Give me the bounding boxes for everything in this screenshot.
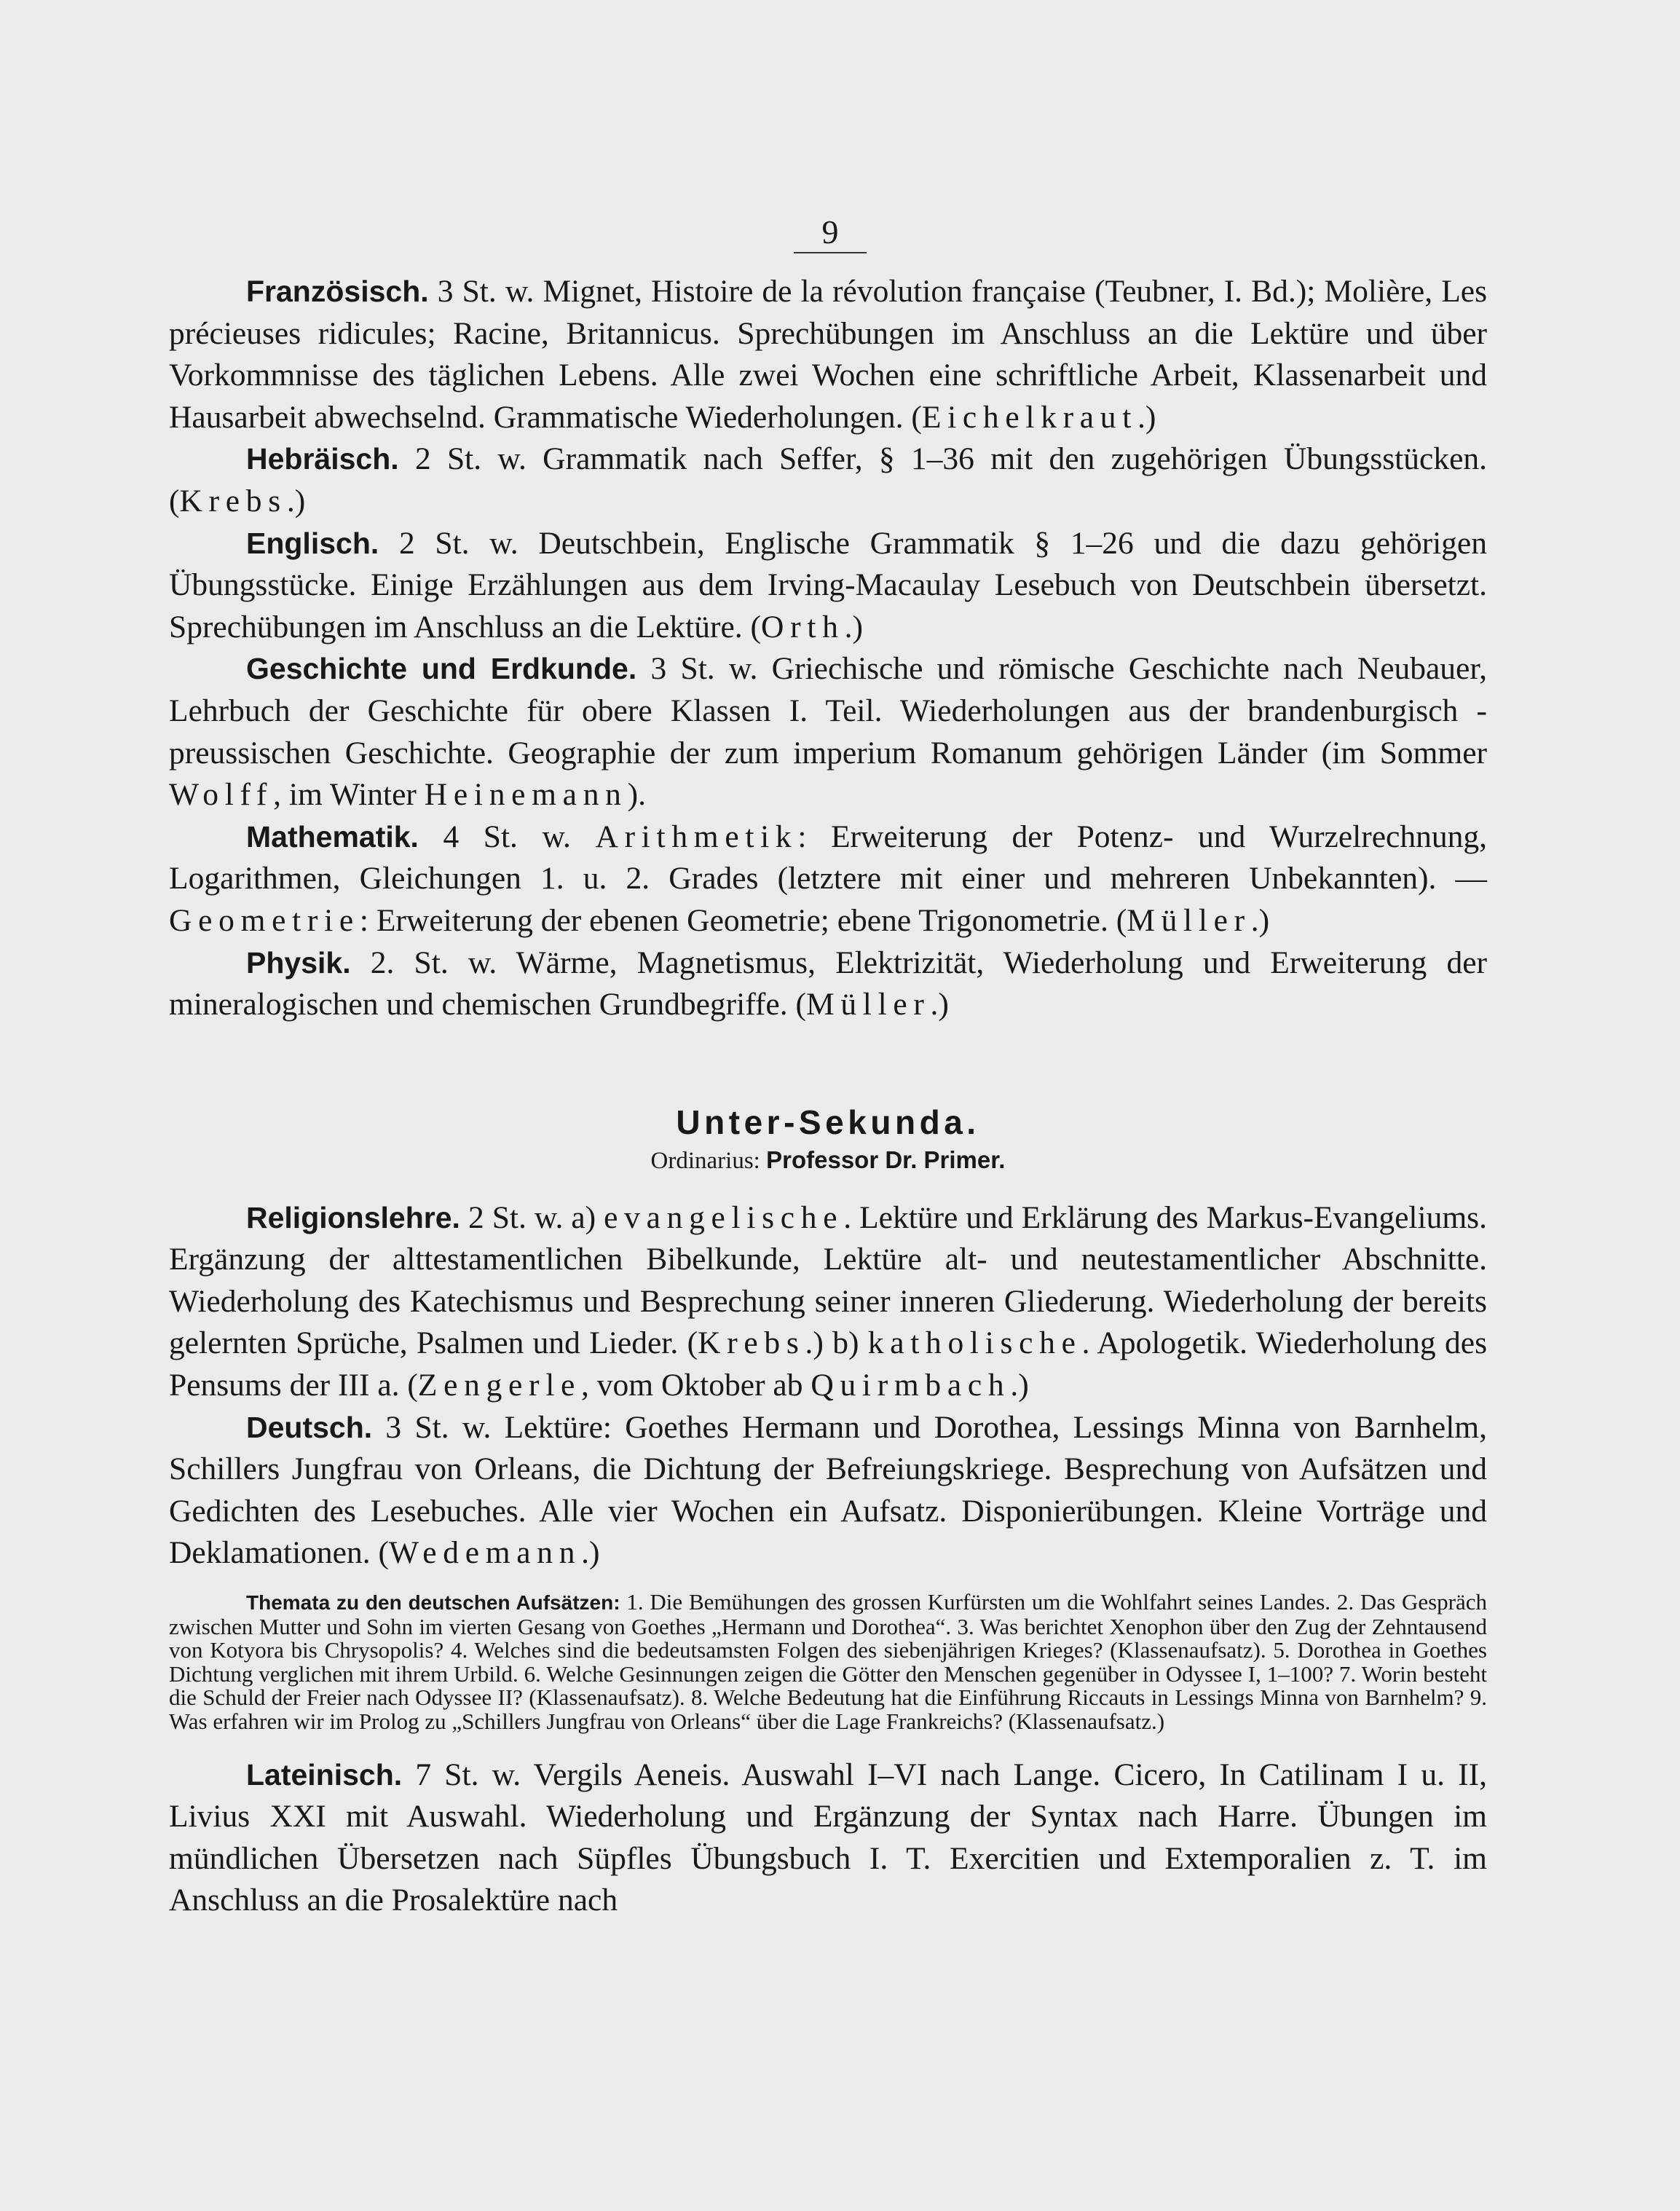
paragraph-text: .) <box>1250 902 1270 938</box>
spaced-name: Wolff <box>169 777 274 813</box>
subject-paragraph <box>169 816 1487 942</box>
paragraph-text: .) <box>1137 399 1156 435</box>
spaced-name: Krebs <box>698 1325 805 1361</box>
paragraph-text: , im Winter <box>273 777 425 813</box>
subject-heading: Religionslehre. <box>246 1200 460 1234</box>
paragraphs-top <box>169 271 1487 1026</box>
ordinarius-label: Ordinarius: <box>650 1147 760 1174</box>
subject-paragraph <box>169 523 1487 649</box>
ordinarius-name: Professor Dr. Primer. <box>766 1146 1006 1173</box>
subject-heading: Deutsch. <box>246 1410 373 1444</box>
paragraph-text: 2 St. w. Grammatik nach Seffer, § 1–36 mit den zugehörigen Übungsstücken. ( <box>169 441 1487 519</box>
ordinarius-line <box>169 1144 1487 1177</box>
spaced-name: Heinemann <box>424 777 628 813</box>
paragraph-text: 3 St. w. Lektüre: Goethes Hermann und Dorothea, Lessings Minna von Barnhelm, Schillers Jungfrau von Orleans, die Dichtung der Befreiungskriege. Besprechung von Aufsätzen und Gedichten des Lesebuches. Alle vier Wochen ein Aufsatz. Disponierübungen. Kleine Vorträge und Deklamationen. ( <box>169 1409 1487 1571</box>
paragraph-text: 2 St. w. a) <box>460 1199 604 1235</box>
paragraph-text: . Apologetik. Wiederholung des Pensums der III a. ( <box>169 1325 1487 1403</box>
subject-paragraph <box>169 942 1487 1026</box>
paragraphs-bottom <box>169 1754 1487 1922</box>
subject-paragraph <box>169 1197 1487 1407</box>
paragraph-text: 2. St. w. Wärme, Magnetismus, Elektrizität, Wiederholung und Erweiterung der mineralogischen und chemischen Grundbegriffe. ( <box>169 945 1487 1022</box>
spaced-name: Arithmetik <box>595 819 798 854</box>
spaced-name: Müller <box>805 987 931 1022</box>
subject-heading: Französisch. <box>246 275 429 308</box>
paragraph-text: .) <box>1010 1368 1029 1403</box>
spaced-name: Zengerle <box>417 1368 582 1403</box>
paragraph-text: . Lektüre und Erklärung des Markus-Evangeliums. Ergänzung der alttestamentlichen Bibelkunde, Lektüre alt- und neutestamentlicher Abschnitte. Wiederholung des Katechismus und Besprechung seiner inneren Gliederung. Wiederholung der bereits gelernten Sprüche, Psalmen und Lieder. ( <box>169 1199 1487 1361</box>
paragraph-text: : Erweiterung der ebenen Geometrie; ebene Trigonometrie. ( <box>359 902 1127 938</box>
section-title: Unter-Sekunda. <box>676 1103 980 1141</box>
paragraph-text: .) <box>581 1535 600 1571</box>
spaced-name: Wedemann <box>388 1535 582 1571</box>
subject-heading: Physik. <box>246 945 351 980</box>
subject-paragraph <box>169 1407 1487 1574</box>
paragraph-text: : Erweiterung der Potenz- und Wurzelrechnung, Logarithmen, Gleichungen 1. u. 2. Grades (letztere mit einer und mehreren Unbekannten). — <box>169 819 1487 896</box>
subject-heading: Hebräisch. <box>246 442 399 476</box>
body-text <box>169 271 1487 1922</box>
paragraph-text: 2 St. w. Deutschbein, Englische Grammatik § 1–26 und die dazu gehörigen Übungsstücke. Einige Erzählungen aus dem Irving-Macaulay Lesebuch von Deutschbein übersetzt. Sprechübungen im Anschluss an die Lektüre. ( <box>169 525 1487 645</box>
paragraph-text: .) <box>930 987 949 1022</box>
paragraphs-mid <box>169 1197 1487 1574</box>
paragraph-text: , vom Oktober ab <box>581 1368 811 1403</box>
paragraph-text: 3 St. w. Mignet, Histoire de la révolution française (Teubner, I. Bd.); Molière, Les précieuses ridicules; Racine, Britannicus. Sprechübungen im Anschluss an die Lektüre und über Vorkommnisse des täglichen Lebens. Alle zwei Wochen eine schriftliche Arbeit, Klassenarbeit und Hausarbeit abwechselnd. Grammatische Wiederholungen. ( <box>169 274 1487 435</box>
spaced-name: Geometrie <box>169 902 360 938</box>
paragraph-text: ). <box>627 777 646 813</box>
subject-heading: Englisch. <box>246 526 379 560</box>
essay-topics-note <box>169 1591 1487 1734</box>
subject-heading: Geschichte und Erdkunde. <box>246 652 637 686</box>
spaced-name: katholische <box>867 1325 1082 1361</box>
paragraph-text: 3 St. w. Griechische und römische Geschichte nach Neubauer, Lehrbuch der Geschichte für obere Klassen I. Teil. Wiederholungen aus der brandenburgisch - preussischen Geschichte. Geographie der zum imperium Romanum gehörigen Länder (im Sommer <box>169 651 1487 770</box>
subject-heading: Lateinisch. <box>246 1757 403 1792</box>
subject-paragraph <box>169 271 1487 438</box>
paragraph-text: .) <box>844 609 863 645</box>
subject-heading: Mathematik. <box>246 819 419 854</box>
spaced-name: evangelische <box>604 1199 844 1235</box>
spaced-name: Quirmbach <box>811 1368 1011 1403</box>
paragraph-text: .) b) <box>805 1325 868 1361</box>
spaced-name: Orth <box>761 609 845 645</box>
spaced-name: Krebs <box>179 483 287 519</box>
spaced-name: Eichelkraut <box>921 399 1138 435</box>
paragraph-text: .) <box>286 483 306 519</box>
page-number: 9 <box>794 213 867 253</box>
subject-paragraph <box>169 1754 1487 1922</box>
subject-paragraph <box>169 438 1487 522</box>
paragraph-text: 7 St. w. Vergils Aeneis. Auswahl I–VI nach Lange. Cicero, In Catilinam I u. II, Livius XXI mit Auswahl. Wiederholung und Ergänzung der Syntax nach Harre. Übungen im mündlichen Übersetzen nach Süpfles Übungsbuch I. T. Exercitien und Extemporalien z. T. im Anschluss an die Prosalektüre nach <box>169 1757 1487 1918</box>
paragraph-text: 4 St. w. <box>418 819 596 854</box>
subject-paragraph <box>169 648 1487 816</box>
note-heading: Themata zu den deutschen Aufsätzen: <box>246 1591 620 1615</box>
spaced-name: Müller <box>1127 902 1251 938</box>
note-text: 1. Die Bemühungen des grossen Kurfürsten um die Wohlfahrt seines Landes. 2. Das Gespräch zwischen Mutter und Sohn im vierten Gesang von Goethes „Hermann und Dorothea“. 3. Was berichtet Xenophon über den Zug der Zehntausend von Kotyora bis Chrysopolis? 4. Welches sind die bedeutsamsten Folgen des siebenjährigen Krieges? (Klassenaufsatz). 5. Dorothea in Goethes Dichtung verglichen mit ihrem Urbild. 6. Welche Gesinnungen zeigen die Götter den Menschen gegenüber in Odyssee I, 1–100? 7. Worin besteht die Schuld der Freier nach Odyssee II? (Klassenaufsatz). 8. Welche Bedeutung hat die Einführung Riccauts in Lessings Minna von Barnhelm? 9. Was erfahren wir im Prolog zu „Schillers Jungfrau von Orleans“ über die Lage Frankreichs? (Klassenaufsatz.) <box>169 1589 1487 1734</box>
